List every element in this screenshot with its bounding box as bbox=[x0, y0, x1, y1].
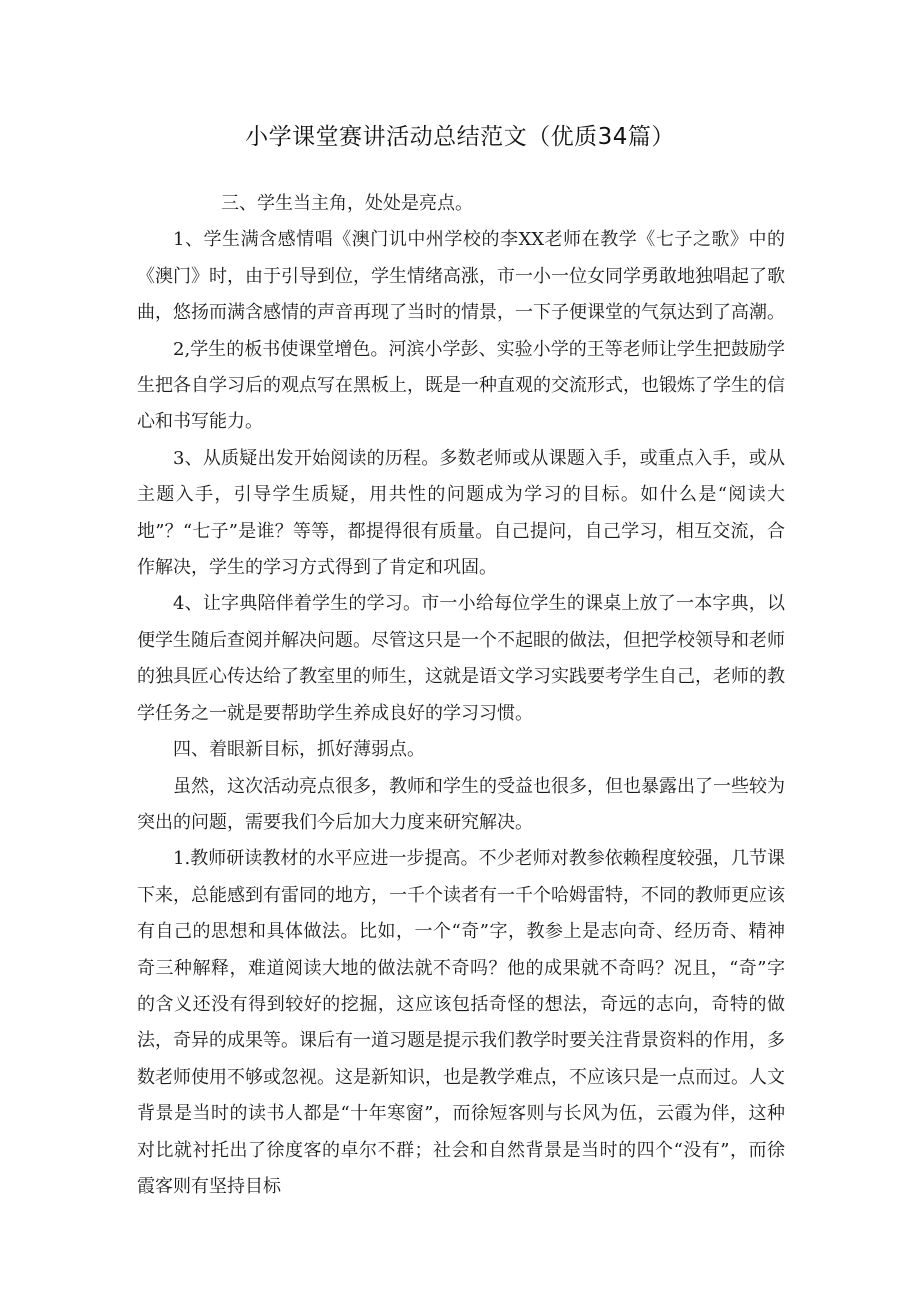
paragraph-issue-1: 1.教师研读教材的水平应进一步提高。不少老师对教参依赖程度较强，几节课下来，总能感到有雷同的地方，一千个读者有一千个哈姆雷特，不同的教师更应该有自己的思想和具体做法。比如，一个“奇”字，教参上是志向奇、经历奇、精神奇三种解释，难道阅读大地的做法就不奇吗？他的成果就不奇吗？况且，“奇”字的含义还没有得到较好的挖掘，这应该包括奇怪的想法，奇远的志向，奇特的做法，奇异的成果等。课后有一道习题是提示我们教学时要关注背景资料的作用，多数老师使用不够或忽视。这是新知识，也是教学难点，不应该只是一点而过。人文背景是当时的读书人都是“十年寒窗”，而徐短客则与长风为伍，云霞为伴，这种对比就衬托出了徐度客的卓尔不群；社会和自然背景是当时的四个“没有”，而徐霞客则有坚持目标 bbox=[137, 848, 785, 1197]
section-heading-3: 三、学生当主角，处处是亮点。 bbox=[221, 193, 473, 214]
document-body bbox=[137, 186, 785, 1205]
document-title: 小学课堂赛讲活动总结范文（优质34篇） bbox=[245, 124, 675, 150]
paragraph-item-4: 4、让字典陪伴着学生的学习。市一小给每位学生的课桌上放了一本字典，以便学生随后查阅并解决问题。尽管这只是一个不起眼的做法，但把学校领导和老师的独具匠心传达给了教室里的师生，这就是语文学习实践要考学生自己，老师的教学任务之一就是要帮助学生养成良好的学习习惯。 bbox=[137, 593, 785, 724]
section-heading-4: 四、着眼新目标，抓好薄弱点。 bbox=[173, 739, 425, 761]
paragraph-item-2: 2,学生的板书使课堂增色。河滨小学彭、实验小学的王等老师让学生把鼓励学生把各自学习后的观点写在黑板上，既是一种直观的交流形式，也锻炼了学生的信心和书写能力。 bbox=[137, 338, 785, 433]
paragraph-item-3: 3、从质疑出发开始阅读的历程。多数老师或从课题入手，或重点入手，或从主题入手，引导学生质疑，用共性的问题成为学习的目标。如什么是“阅读大地”？“七子”是谁？等等，都提得很有质量。自己提问，自己学习，相互交流，合作解决，学生的学习方式得到了肯定和巩固。 bbox=[137, 447, 785, 579]
paragraph-intro: 虽然，这次活动亮点很多，教师和学生的受益也很多，但也暴露出了一些较为突出的问题，需要我们今后加大力度来研究解决。 bbox=[137, 775, 785, 833]
paragraph-item-1: 1、学生满含感情唱《澳门讥中州学校的李XX老师在教学《七子之歌》中的《澳门》时，由于引导到位，学生情绪高涨，市一小一位女同学勇敢地独唱起了歌曲，悠扬而满含感情的声音再现了当时的情景，一下子便课堂的气氛达到了高潮。 bbox=[137, 229, 785, 324]
